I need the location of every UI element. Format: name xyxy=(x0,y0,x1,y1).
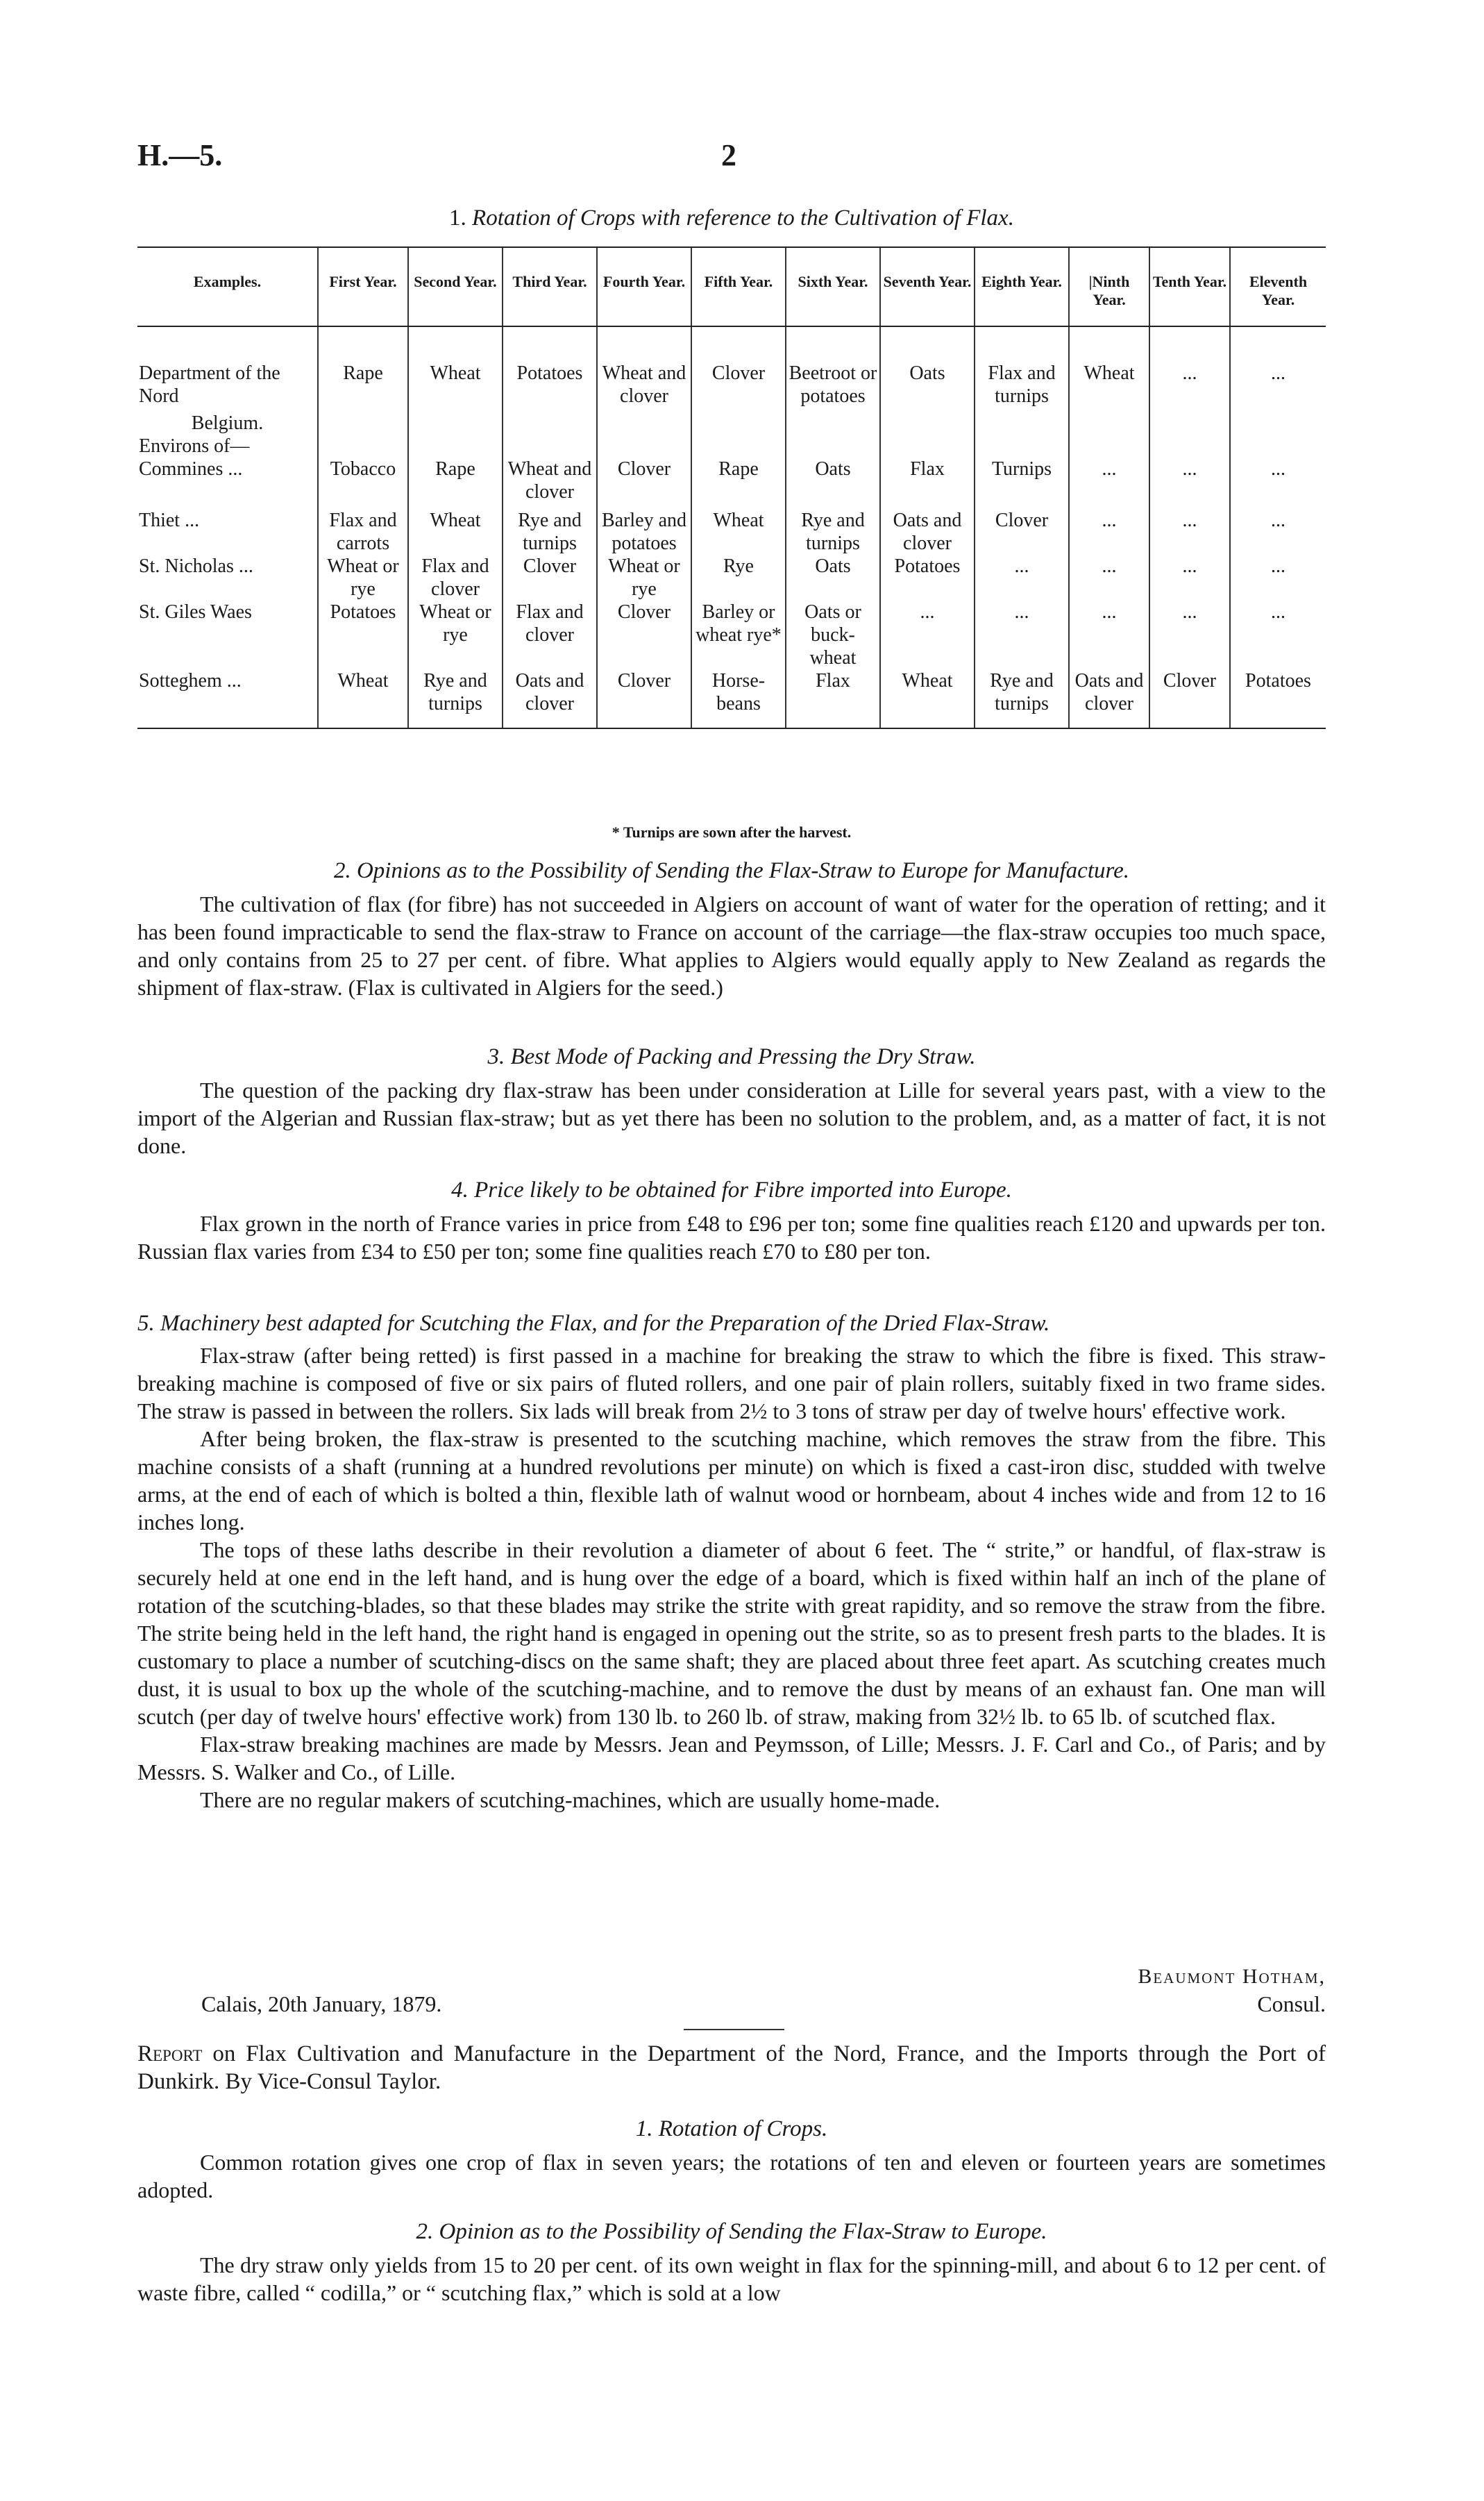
table-cell: ... xyxy=(1230,458,1326,503)
table-cell: ... xyxy=(1149,326,1230,408)
report-sub2-title-text: 2. Opinion as to the Possibility of Sending the Flax-Straw to Europe. xyxy=(416,2219,1047,2244)
table-cell: Oats and clover xyxy=(1069,669,1149,728)
section5-title-text: 5. Machinery best adapted for Scutching the Flax, and for the Preparation of the Dried Flax-Straw. xyxy=(137,1311,1050,1336)
section5-body xyxy=(137,1341,1326,1814)
table-cell: ... xyxy=(1230,601,1326,669)
table-cell: Wheat xyxy=(408,326,503,408)
page-number: 2 xyxy=(721,138,736,172)
divider xyxy=(684,2029,784,2030)
table-cell: Clover xyxy=(597,458,691,503)
paragraph: Common rotation gives one crop of flax in seven years; the rotations of ten and eleven or fourteen years are sometimes adopted. xyxy=(137,2150,1326,2202)
paragraph: Flax-straw breaking machines are made by Messrs. Jean and Peymsson, of Lille; Messrs. J. F. Carl and Co., of Paris; and by Messrs. S. Walker and Co., of Lille. xyxy=(137,1732,1326,1784)
table-cell: Clover xyxy=(691,326,786,408)
col-header: Seventh Year. xyxy=(880,247,975,326)
section2-body xyxy=(137,890,1326,1001)
report-sub1-title xyxy=(137,2116,1326,2142)
table-cell: Beetroot or potatoes xyxy=(786,326,880,408)
paragraph: Flax grown in the north of France varies in price from £48 to £96 per ton; some fine qualities reach £120 and upwards per ton. Russian flax varies from £34 to £50 per ton; some fine qualities reach £70 to £80 per ton. xyxy=(137,1211,1326,1264)
col-header: Sixth Year. xyxy=(786,247,880,326)
table-cell: Wheat xyxy=(318,669,408,728)
paragraph: Flax-straw (after being retted) is first passed in a machine for breaking the straw to which the fibre is fixed. This straw-breaking machine is composed of five or six pairs of fluted rollers, and one pair of plain rollers, suitably fixed in two frame sides. The straw is passed in between the rollers. Six lads will break from 2½ to 3 tons of straw per day of twelve hours' effective work. xyxy=(137,1343,1326,1423)
rotation-table xyxy=(137,246,1326,729)
row-label: Department of the Nord xyxy=(139,362,280,407)
table-cell: Thiet ... xyxy=(139,510,200,531)
report-sub2-body xyxy=(137,2251,1326,2307)
section3-body xyxy=(137,1076,1326,1160)
table-cell: Flax and carrots xyxy=(318,503,408,555)
group-label-environs: Environs of— xyxy=(139,435,250,457)
table-cell: ... xyxy=(1230,555,1326,601)
paragraph: The dry straw only yields from 15 to 20 per cent. of its own weight in flax for the spinning-mill, and about 6 to 12 per cent. of waste fibre, called “ codilla,” or “ scutching flax,” which is sold at a low xyxy=(137,2252,1326,2305)
table-cell: ... xyxy=(1230,326,1326,408)
table-cell: Wheat xyxy=(691,503,786,555)
report-heading-text: on Flax Cultivation and Manufacture in the Department of the Nord, France, and the Imports through the Port of Dunkirk. By Vice-Consul Taylor. xyxy=(137,2041,1326,2094)
document-code: H.—5. xyxy=(137,138,223,172)
table-cell: Wheat or rye xyxy=(318,555,408,601)
table-cell: ... xyxy=(1069,503,1149,555)
table-cell: Clover xyxy=(597,601,691,669)
signature-title: Consul. xyxy=(1257,1991,1326,2016)
table-cell: ... xyxy=(1149,458,1230,503)
col-header: First Year. xyxy=(318,247,408,326)
section1-title-text: Rotation of Crops with reference to the Cultivation of Flax. xyxy=(472,206,1014,231)
signature-place-date: Calais, 20th January, 1879. xyxy=(201,1991,442,2016)
table-cell: Tobacco xyxy=(318,458,408,503)
table-cell: Wheat xyxy=(408,503,503,555)
table-cell: Rye and turnips xyxy=(503,503,597,555)
table-cell: Potatoes xyxy=(503,326,597,408)
table-cell: Wheat and clover xyxy=(597,326,691,408)
table-row xyxy=(137,458,1326,503)
table-cell: St. Giles Waes xyxy=(139,601,252,623)
table-cell: ... xyxy=(1149,503,1230,555)
col-header: Examples. xyxy=(137,247,318,326)
table-cell: Potatoes xyxy=(880,555,975,601)
table-cell: Turnips xyxy=(975,458,1069,503)
section4-title xyxy=(137,1178,1326,1203)
col-header: Second Year. xyxy=(408,247,503,326)
table-row xyxy=(137,669,1326,728)
section3-title xyxy=(137,1044,1326,1070)
table-cell: Oats and clover xyxy=(503,669,597,728)
table-cell: Wheat or rye xyxy=(597,555,691,601)
table-cell: Rye and turnips xyxy=(975,669,1069,728)
table-cell: Rape xyxy=(691,458,786,503)
paragraph: The question of the packing dry flax-straw has been under consideration at Lille for several years past, with a view to the import of the Algerian and Russian flax-straw; but as yet there has been no solution to the problem, and, as a matter of fact, it is not done. xyxy=(137,1078,1326,1158)
table-cell: Rye and turnips xyxy=(408,669,503,728)
table-cell: Clover xyxy=(597,669,691,728)
report-sub1-title-text: 1. Rotation of Crops. xyxy=(635,2116,828,2141)
paragraph: The tops of these laths describe in their revolution a diameter of about 6 feet. The “ strite,” or handful, of flax-straw is securely held at one end in the left hand, and is hung over the edge of a board, which is fixed within half an inch of the plane of rotation of the scutching-blades, so that these blades may strike the strite with great rapidity, and so remove the straw from the fibre. The strite being held in the left hand, the right hand is engaged in opening out the strite, so as to present fresh parts to the blades. It is customary to place a number of scutching-discs on the same shaft; they are placed about three feet apart. As scutching creates much dust, it is usual to box up the whole of the scutching-machine, and to remove the dust by means of an exhaust fan. One man will scutch (per day of twelve hours' effective work) from 130 lb. to 260 lb. of straw, making from 32½ lb. to 65 lb. of scutched flax. xyxy=(137,1537,1326,1729)
table-cell: Wheat or rye xyxy=(408,601,503,669)
table-cell: ... xyxy=(1149,555,1230,601)
table-cell: Oats xyxy=(880,326,975,408)
paragraph: There are no regular makers of scutching-machines, which are usually home-made. xyxy=(200,1787,941,1812)
report-lead: Report xyxy=(137,2041,203,2066)
table-cell: ... xyxy=(1069,555,1149,601)
table-cell: St. Nicholas ... xyxy=(139,555,253,577)
table-cell: Rape xyxy=(318,326,408,408)
table-cell: Commines ... xyxy=(139,458,243,480)
table-cell xyxy=(137,326,318,408)
col-header: Eighth Year. xyxy=(975,247,1069,326)
section2-title xyxy=(137,858,1326,884)
table-cell: Horse-beans xyxy=(691,669,786,728)
table-cell: Potatoes xyxy=(1230,669,1326,728)
table-cell: ... xyxy=(1069,458,1149,503)
table-cell: Flax and clover xyxy=(408,555,503,601)
table-cell: Clover xyxy=(503,555,597,601)
table-row xyxy=(137,601,1326,669)
table-header-row xyxy=(137,247,1326,326)
table-cell: ... xyxy=(880,601,975,669)
signature-name: Beaumont Hotham, xyxy=(1138,1965,1326,1988)
table-row xyxy=(137,555,1326,601)
section5-title xyxy=(137,1311,1326,1337)
paragraph: The cultivation of flax (for fibre) has not succeeded in Algiers on account of want of water for the operation of retting; and it has been found impracticable to send the flax-straw to France on account of the carriage—the flax-straw occupies too much space, and only contains from 25 to 27 per cent. of fibre. What applies to Algiers would equally apply to New Zealand as regards the shipment of flax-straw. (Flax is cultivated in Algiers for the seed.) xyxy=(137,892,1326,1000)
col-header: Tenth Year. xyxy=(1149,247,1230,326)
table-footnote: * Turnips are sown after the harvest. xyxy=(612,823,852,841)
table-cell: Sotteghem ... xyxy=(137,669,318,728)
section4-title-text: 4. Price likely to be obtained for Fibre imported into Europe. xyxy=(451,1178,1012,1203)
col-header: Fifth Year. xyxy=(691,247,786,326)
report-sub2-title xyxy=(137,2219,1326,2245)
report-sub1-body xyxy=(137,2148,1326,2204)
table-cell: ... xyxy=(1069,601,1149,669)
table-cell: ... xyxy=(1230,503,1326,555)
table-cell: ... xyxy=(1149,601,1230,669)
table-cell: Potatoes xyxy=(318,601,408,669)
table-cell: Rye and turnips xyxy=(786,503,880,555)
table-cell: Flax xyxy=(786,669,880,728)
table-row xyxy=(137,326,1326,408)
section1-title xyxy=(137,206,1326,231)
table-cell: ... xyxy=(975,601,1069,669)
table-cell: Barley and potatoes xyxy=(597,503,691,555)
col-header: Third Year. xyxy=(503,247,597,326)
table-cell: Rape xyxy=(408,458,503,503)
table-cell: Wheat and clover xyxy=(503,458,597,503)
col-header: Fourth Year. xyxy=(597,247,691,326)
section2-title-text: 2. Opinions as to the Possibility of Sending the Flax-Straw to Europe for Manufacture. xyxy=(333,858,1130,883)
section3-title-text: 3. Best Mode of Packing and Pressing the Dry Straw. xyxy=(487,1044,976,1069)
col-header: |Ninth Year. xyxy=(1069,247,1149,326)
table-cell: Clover xyxy=(975,503,1069,555)
table-cell: Wheat xyxy=(1069,326,1149,408)
section4-body xyxy=(137,1210,1326,1265)
group-label-belgium: Belgium. xyxy=(191,412,264,434)
table-group-row xyxy=(137,408,1326,458)
table-cell: Oats xyxy=(786,555,880,601)
report-heading xyxy=(137,2040,1326,2096)
table-cell: Oats and clover xyxy=(880,503,975,555)
section1-number: 1. xyxy=(449,206,466,231)
table-cell: Wheat xyxy=(880,669,975,728)
paragraph: After being broken, the flax-straw is presented to the scutching machine, which removes the straw from the fibre. This machine consists of a shaft (running at a hundred revolutions per minute) on which is fixed a cast-iron disc, studded with twelve arms, at the end of each of which is bolted a thin, flexible lath of walnut wood or hornbeam, about 4 inches wide and from 12 to 16 inches long. xyxy=(137,1426,1326,1534)
table-cell: Clover xyxy=(1149,669,1230,728)
table-cell: Flax xyxy=(880,458,975,503)
table-cell xyxy=(137,408,318,458)
table-cell: Barley or wheat rye* xyxy=(691,601,786,669)
table-cell: Rye xyxy=(691,555,786,601)
table-cell: Flax and turnips xyxy=(975,326,1069,408)
table-cell: Oats xyxy=(786,458,880,503)
table-cell: ... xyxy=(975,555,1069,601)
table-cell: Oats or buck-wheat xyxy=(786,601,880,669)
table-row xyxy=(137,503,1326,555)
table-cell: Flax and clover xyxy=(503,601,597,669)
col-header: Eleventh Year. xyxy=(1230,247,1326,326)
